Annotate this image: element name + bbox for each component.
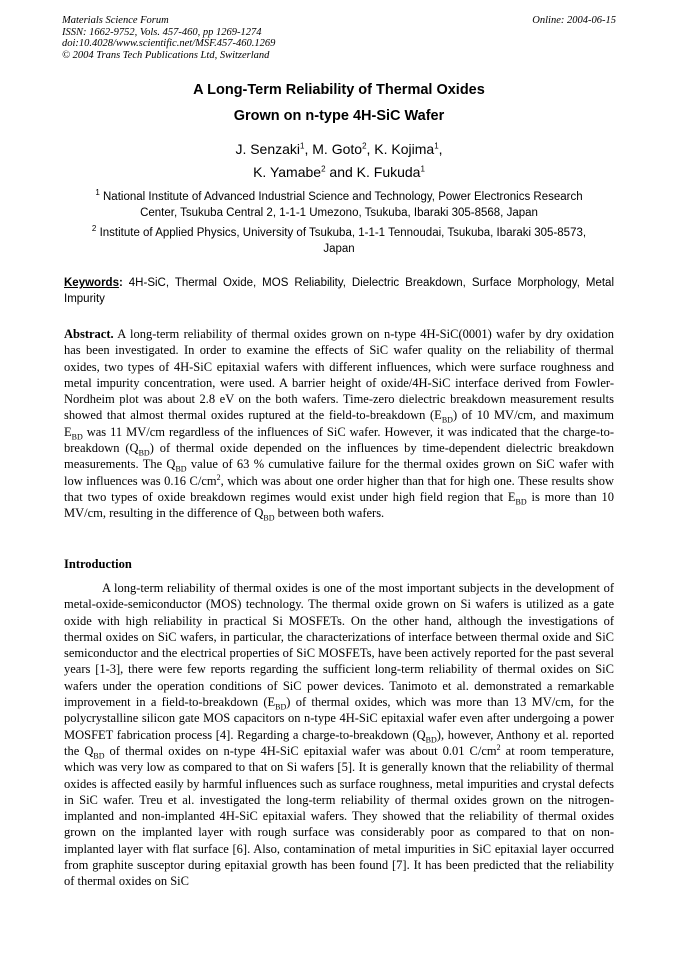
intro-text: at room temperature, which was very low as compared to that on Si wafers [5]. It is generally known that the reliability of thermal oxides is affected easily by harmful influences such as surface roughness, metal impurities and crystal defects in SiC wafer. Treu et al. investigated the long-term reliability of thermal oxides grown on the nitrogen-implanted and non-implanted 4H-SiC epitaxial wafers. They showed that the reliability of thermal oxides grown on the implanted layer with rough surface was considerably poor as compared to that on non-implanted layer with flat surface [6]. Also, contamination of metal impurities in SiC epitaxial layer occurred from graphite susceptor during epitaxial growth has been found [7]. It has been predicted that the reliability of thermal oxides on SiC — [64, 743, 614, 889]
subscript: BD — [138, 448, 150, 458]
abstract — [64, 326, 614, 522]
affil-ref: 2 — [321, 164, 326, 174]
abstract-text: , which was about one order higher than that for high one. These results show that two types of oxide breakdown regimes would exist under high field region that E — [64, 473, 614, 504]
journal-issn: ISSN: 1662-9752, Vols. 457-460, pp 1269-1274 — [62, 26, 262, 38]
affil-ref: 2 — [362, 141, 367, 151]
author-separator: , — [438, 141, 443, 157]
keywords-colon: : — [118, 277, 123, 289]
section-heading-introduction: Introduction — [64, 557, 132, 571]
author-fukuda: and K. Fukuda — [325, 164, 421, 180]
paper-title-line-1: A Long-Term Reliability of Thermal Oxides — [193, 82, 485, 98]
affil-ref: 1 — [434, 141, 439, 151]
abstract-label: Abstract. — [64, 327, 114, 341]
online-date: Online: 2004-06-15 — [532, 15, 616, 26]
abstract-text: is more than 10 MV/cm, resulting in the difference of Q — [64, 489, 614, 521]
superscript: 2 — [216, 472, 221, 482]
abstract-text: ) of thermal oxide depended on the influences by time-dependent dielectric breakdown measurements. The Q — [64, 441, 614, 472]
intro-text: of thermal oxides on n-type 4H-SiC epitaxial wafer was about 0.01 C/cm — [104, 743, 497, 758]
affil-number: 1 — [95, 188, 100, 198]
intro-text: A long-term reliability of thermal oxides is one of the most important subjects in the development of metal-oxide-semiconductor (MOS) technology. The thermal oxide grown on Si wafers is utilized as a gate oxide with high reliability in practical Si MOSFETs. On the other hand, although the investigations of thermal oxides on SiC wafers, in particular, the characterizations of interface between thermal oxide and SiC semiconductor and the electrical properties of SiC MOSFETs, have been actively reported for the past several years [1-3], there were few reports regarding the sufficient long-term reliability of thermal oxides on SiC wafers under the operation conditions of SiC power devices. Tanimoto et al. demonstrated a remarkable improvement in a field-to-breakdown (E — [64, 581, 614, 710]
journal-doi: doi:10.4028/www.scientific.net/MSF.457-460.1269 — [62, 38, 276, 49]
affiliation-text: Japan — [323, 243, 355, 255]
subscript: BD — [263, 513, 275, 523]
author-list-line-1 — [62, 141, 616, 157]
affil-ref: 1 — [300, 141, 305, 151]
affil-number: 2 — [91, 224, 97, 234]
subscript: BD — [93, 751, 105, 761]
abstract-text: between both wafers. — [274, 506, 385, 521]
subscript: BD — [175, 464, 187, 474]
keywords-text: 4H-SiC, Thermal Oxide, MOS Reliability, Dielectric Breakdown, Surface Morphology, Metal Impurity — [64, 277, 614, 305]
paper-title-line-2: Grown on n-type 4H-SiC Wafer — [233, 108, 445, 124]
superscript: 2 — [496, 742, 501, 752]
journal-header — [62, 15, 616, 61]
affil-ref: 1 — [420, 164, 425, 174]
intro-text: ) of thermal oxides, which was more than 13 MV/cm, for the polycrystalline silicon gate MOS capacitors on n-type 4H-SiC epitaxial wafer even after undergoing a power MOSFET fabrication process [4]. Regarding a charge-to-breakdown (Q — [64, 695, 614, 742]
affiliation-text: Institute of Applied Physics, University of Tsukuba, 1-1-1 Tennoudai, Tsukuba, Ibaraki 305-8573, — [96, 227, 587, 239]
subscript: BD — [275, 702, 287, 712]
keywords — [64, 275, 614, 307]
subscript: BD — [441, 415, 453, 425]
introduction-paragraph — [64, 580, 614, 890]
intro-text: ), however, Anthony et al. reported the Q — [64, 727, 614, 758]
abstract-text: value of 63 % cumulative failure for the thermal oxides grown on SiC wafer with low influences was 0.16 C/cm — [64, 457, 614, 488]
subscript: BD — [71, 432, 83, 442]
subscript: BD — [515, 497, 527, 507]
affiliation-2 — [62, 225, 616, 257]
affiliation-text: National Institute of Advanced Industrial Science and Technology, Power Electronics Research — [99, 191, 583, 203]
abstract-text: A long-term reliability of thermal oxides grown on n-type 4H-SiC(0001) wafer by dry oxidation has been investigated. In order to examine the effects of SiC wafer quality on the reliability of thermal oxides, two types of 4H-SiC epitaxial wafers with different influences, which were surface roughness and metal impurity concentration, were used. A barrier height of oxide/4H-SiC interface derived from Fowler-Nordheim plot was about 2.8 eV on the both wafers. Time-zero dielectric breakdown measurement results showed that almost thermal oxides ruptured at the field-to-breakdown (E — [64, 327, 614, 423]
author-yamabe: K. Yamabe — [253, 164, 322, 180]
author-kojima: , K. Kojima — [366, 141, 435, 157]
abstract-text: ) of 10 MV/cm, and maximum E — [64, 408, 614, 439]
author-senzaki: J. Senzaki — [235, 141, 301, 157]
journal-name: Materials Science Forum — [62, 15, 169, 26]
affiliation-1 — [62, 189, 616, 221]
keywords-label: Keywords — [64, 277, 119, 289]
subscript: BD — [425, 735, 437, 745]
affiliation-text: Center, Tsukuba Central 2, 1-1-1 Umezono, Tsukuba, Ibaraki 305-8568, Japan — [140, 207, 538, 219]
journal-copyright: © 2004 Trans Tech Publications Ltd, Switzerland — [62, 49, 270, 61]
abstract-text: was 11 MV/cm regardless of the influences of SiC wafer. However, it was indicated that the charge-to-breakdown (Q — [64, 424, 614, 456]
author-list-line-2 — [62, 164, 616, 180]
author-goto: , M. Goto — [304, 141, 363, 157]
